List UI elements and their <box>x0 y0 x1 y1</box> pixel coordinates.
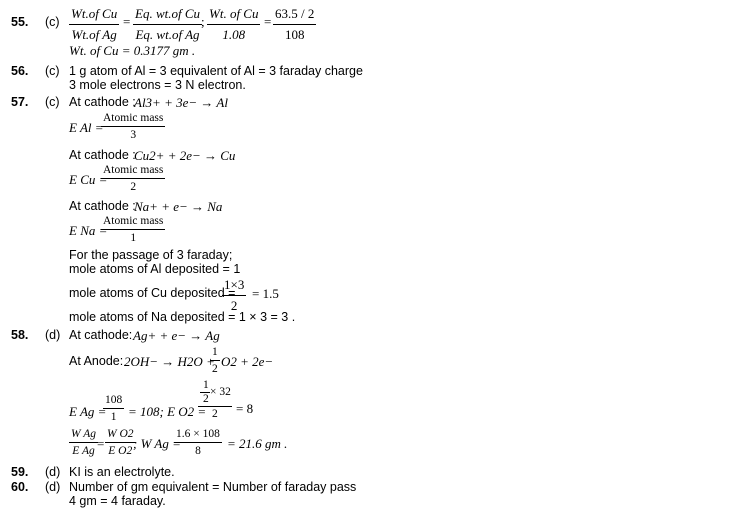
e-ag-label: E Ag = <box>69 404 107 419</box>
fraction-wt-cu-ag <box>69 6 119 43</box>
numerator: Atomic mass <box>101 164 165 179</box>
cathode-label: At cathode : <box>69 95 136 109</box>
fraction-e-al <box>101 112 165 141</box>
question-number: 56. <box>11 64 29 78</box>
denominator: 1 <box>130 232 137 244</box>
cathode-label: At cathode : <box>69 199 136 213</box>
denominator: 8 <box>195 445 201 457</box>
cu-reaction: Cu2+ + 2e− → Cu <box>134 148 236 163</box>
denominator: 2 <box>212 363 218 375</box>
answer-option: (c) <box>45 15 60 29</box>
fraction-w-ag <box>174 428 222 457</box>
result-line: Wt. of Cu = 0.3177 gm . <box>69 43 196 58</box>
answer-option: (d) <box>45 480 61 494</box>
al-moles-line: mole atoms of Al deposited = 1 <box>69 262 241 276</box>
ag-reaction: Ag+ + e− → Ag <box>133 328 220 343</box>
equals-sign: = <box>264 14 272 29</box>
answer-text: KI is an electrolyte. <box>69 465 175 479</box>
fraction-e-ag <box>103 394 124 423</box>
anode-label: At Anode: <box>69 354 124 368</box>
question-number: 59. <box>11 465 29 479</box>
denominator: 1 <box>110 411 117 423</box>
fraction-e-o2 <box>198 380 232 420</box>
question-number: 58. <box>11 328 29 342</box>
answer-line-1: Number of gm equivalent = Number of faraday pass <box>69 480 357 494</box>
inner-denominator: 2 <box>203 393 209 405</box>
e-al-label: E Al = <box>69 120 104 135</box>
al-reaction: Al3+ + 3e− → Al <box>134 95 228 110</box>
numerator: 1 <box>210 346 220 361</box>
denominator: Wt.of Ag <box>71 27 117 42</box>
w-ag-value: = 21.6 gm . <box>227 436 288 451</box>
fraction-value <box>273 6 316 43</box>
w-ag-label: ; W Ag = <box>133 436 181 451</box>
answer-line-1: 1 g atom of Al = 3 equivalent of Al = 3 faraday charge <box>69 64 363 78</box>
answer-line-2: 4 gm = 4 faraday. <box>69 494 166 508</box>
anode-reaction-part-b: O2 + 2e− <box>221 354 274 369</box>
numerator: 63.5 / 2 <box>273 6 316 25</box>
numerator: Wt.of Cu <box>69 6 119 25</box>
inner-numerator: 1 <box>203 379 209 391</box>
numerator: Atomic mass <box>101 215 165 230</box>
fraction-e-cu <box>101 164 165 193</box>
numerator: W Ag <box>69 428 98 443</box>
numerator: Wt. of Cu <box>207 6 260 25</box>
answer-option: (c) <box>45 95 60 109</box>
question-number: 60. <box>11 480 29 494</box>
numerator: 1.6 × 108 <box>174 428 222 443</box>
fraction-half <box>210 346 220 375</box>
cu-moles-value: = 1.5 <box>252 286 279 301</box>
numerator: Eq. wt.of Cu <box>133 6 202 25</box>
cathode-label: At cathode : <box>69 148 136 162</box>
semicolon: ; <box>201 14 205 29</box>
answer-option: (d) <box>45 465 61 479</box>
denominator: 2 <box>230 298 238 313</box>
numerator: Atomic mass <box>101 112 165 127</box>
denominator: 2 <box>130 181 137 193</box>
numerator: 108 <box>103 394 124 409</box>
passage-line: For the passage of 3 faraday; <box>69 248 233 262</box>
fraction-cu-moles <box>222 277 246 314</box>
denominator: Eq. wt.of Ag <box>135 27 200 42</box>
fraction-e-na <box>101 215 165 244</box>
e-o2-label: = 108; E O2 = <box>128 404 207 419</box>
numerator: W O2 <box>105 428 136 443</box>
numerator: 1×3 <box>222 277 246 296</box>
denominator: 3 <box>130 129 137 141</box>
denominator: 1.08 <box>222 27 246 42</box>
na-moles-line: mole atoms of Na deposited = 1 × 3 = 3 . <box>69 310 296 324</box>
question-number: 55. <box>11 15 29 29</box>
equals-sign: = <box>123 14 131 29</box>
na-reaction: Na+ + e− → Na <box>134 199 223 214</box>
times-32: × 32 <box>210 386 231 398</box>
e-o2-value: = 8 <box>236 401 254 416</box>
anode-reaction-part-a: 2OH− → H2O + <box>124 354 215 369</box>
answer-option: (d) <box>45 328 61 342</box>
cathode-label: At cathode: <box>69 328 133 342</box>
outer-fraction-bar <box>198 406 232 407</box>
outer-denominator: 2 <box>212 408 218 420</box>
fraction-w-e-ag <box>69 428 98 457</box>
fraction-w-e-o2 <box>105 428 136 457</box>
fraction-wt-cu <box>207 6 260 43</box>
fraction-eqwt <box>133 6 202 43</box>
answer-line-2: 3 mole electrons = 3 N electron. <box>69 78 246 92</box>
question-number: 57. <box>11 95 29 109</box>
e-na-label: E Na = <box>69 223 108 238</box>
equals-sign: = <box>97 436 105 451</box>
e-cu-label: E Cu = <box>69 172 108 187</box>
answer-option: (c) <box>45 64 60 78</box>
denominator: E O2 <box>108 445 133 457</box>
denominator: E Ag <box>72 445 95 457</box>
cu-moles-line: mole atoms of Cu deposited = <box>69 286 236 300</box>
denominator: 108 <box>284 27 305 42</box>
